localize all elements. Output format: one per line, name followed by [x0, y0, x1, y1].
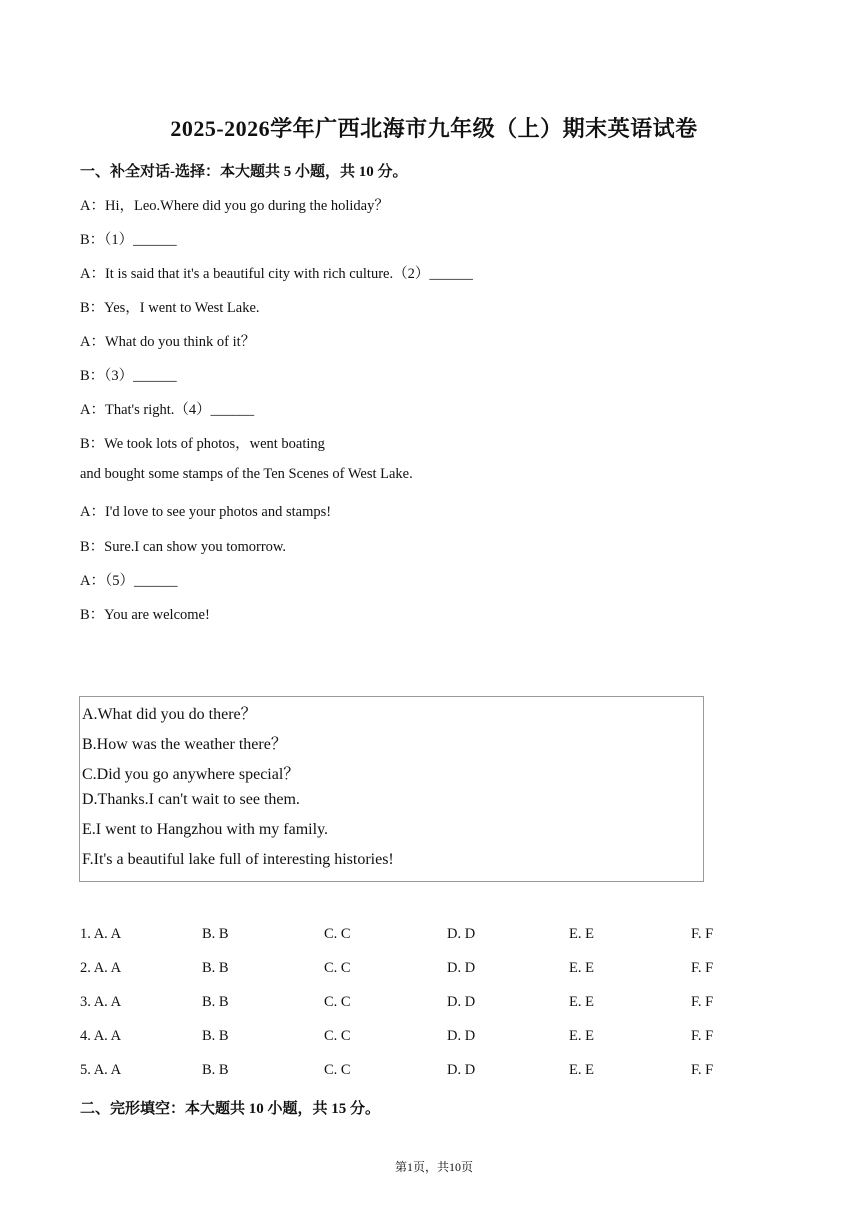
- option-f: F.It's a beautiful lake full of interesting histories!: [82, 851, 394, 868]
- choice-c[interactable]: C. C: [324, 960, 351, 976]
- choice-e[interactable]: E. E: [569, 1028, 594, 1044]
- choice-f[interactable]: F. F: [691, 994, 714, 1010]
- choice-c[interactable]: C. C: [324, 1062, 351, 1078]
- option-c: C.Did you go anywhere special？: [82, 766, 300, 783]
- choice-f[interactable]: F. F: [691, 926, 714, 942]
- options-box: [79, 696, 704, 882]
- option-b: B.How was the weather there？: [82, 736, 287, 753]
- choice-f[interactable]: F. F: [691, 1028, 714, 1044]
- choice-e[interactable]: E. E: [569, 994, 594, 1010]
- choice-d[interactable]: D. D: [447, 994, 476, 1010]
- choice-b[interactable]: B. B: [202, 1062, 229, 1078]
- dialogue-line: A：Hi，Leo.Where did you go during the holiday？: [80, 198, 389, 214]
- question-row: [80, 1028, 780, 1048]
- dialogue-line: B：（1）______: [80, 232, 177, 248]
- dialogue-line: and bought some stamps of the Ten Scenes of West Lake.: [80, 466, 413, 482]
- choice-b[interactable]: B. B: [202, 926, 229, 942]
- dialogue-line: A：（5）______: [80, 573, 178, 589]
- question-row: [80, 1062, 780, 1082]
- choice-d[interactable]: D. D: [447, 1028, 476, 1044]
- question-row: [80, 926, 780, 946]
- choice-c[interactable]: C. C: [324, 1028, 351, 1044]
- choice-a[interactable]: 1. A. A: [80, 926, 122, 942]
- choice-a[interactable]: 3. A. A: [80, 994, 122, 1010]
- choice-e[interactable]: E. E: [569, 926, 594, 942]
- choice-e[interactable]: E. E: [569, 960, 594, 976]
- choice-a[interactable]: 4. A. A: [80, 1028, 122, 1044]
- question-row: [80, 994, 780, 1014]
- option-e: E.I went to Hangzhou with my family.: [82, 821, 329, 838]
- dialogue-line: A：It is said that it's a beautiful city with rich culture.（2）______: [80, 266, 473, 282]
- page-number: 第1页，共10页: [394, 1160, 473, 1174]
- dialogue-line: B：We took lots of photos，went boating: [80, 436, 325, 452]
- choice-b[interactable]: B. B: [202, 960, 229, 976]
- choice-c[interactable]: C. C: [324, 926, 351, 942]
- choice-b[interactable]: B. B: [202, 1028, 229, 1044]
- dialogue-line: A：I'd love to see your photos and stamps!: [80, 504, 332, 520]
- choice-d[interactable]: D. D: [447, 926, 476, 942]
- section-1-heading: 一、补全对话-选择：本大题共 5 小题，共 10 分。: [80, 164, 408, 180]
- choice-d[interactable]: D. D: [447, 1062, 476, 1078]
- section-2-heading: 二、完形填空：本大题共 10 小题，共 15 分。: [80, 1101, 381, 1117]
- dialogue-line: B：You are welcome!: [80, 607, 210, 623]
- dialogue-line: A：That's right.（4）______: [80, 402, 255, 418]
- choice-c[interactable]: C. C: [324, 994, 351, 1010]
- choice-f[interactable]: F. F: [691, 1062, 714, 1078]
- choice-b[interactable]: B. B: [202, 994, 229, 1010]
- page-title: 2025-2026学年广西北海市九年级（上）期末英语试卷: [170, 116, 698, 141]
- option-d: D.Thanks.I can't wait to see them.: [82, 791, 300, 808]
- choice-a[interactable]: 5. A. A: [80, 1062, 122, 1078]
- dialogue-line: B：（3）______: [80, 368, 177, 384]
- dialogue-line: B：Yes，I went to West Lake.: [80, 300, 260, 316]
- choice-a[interactable]: 2. A. A: [80, 960, 122, 976]
- option-a: A.What did you do there？: [82, 706, 257, 723]
- choice-e[interactable]: E. E: [569, 1062, 594, 1078]
- choice-f[interactable]: F. F: [691, 960, 714, 976]
- dialogue-line: B：Sure.I can show you tomorrow.: [80, 539, 287, 555]
- dialogue-line: A：What do you think of it？: [80, 334, 256, 350]
- question-row: [80, 960, 780, 980]
- choice-d[interactable]: D. D: [447, 960, 476, 976]
